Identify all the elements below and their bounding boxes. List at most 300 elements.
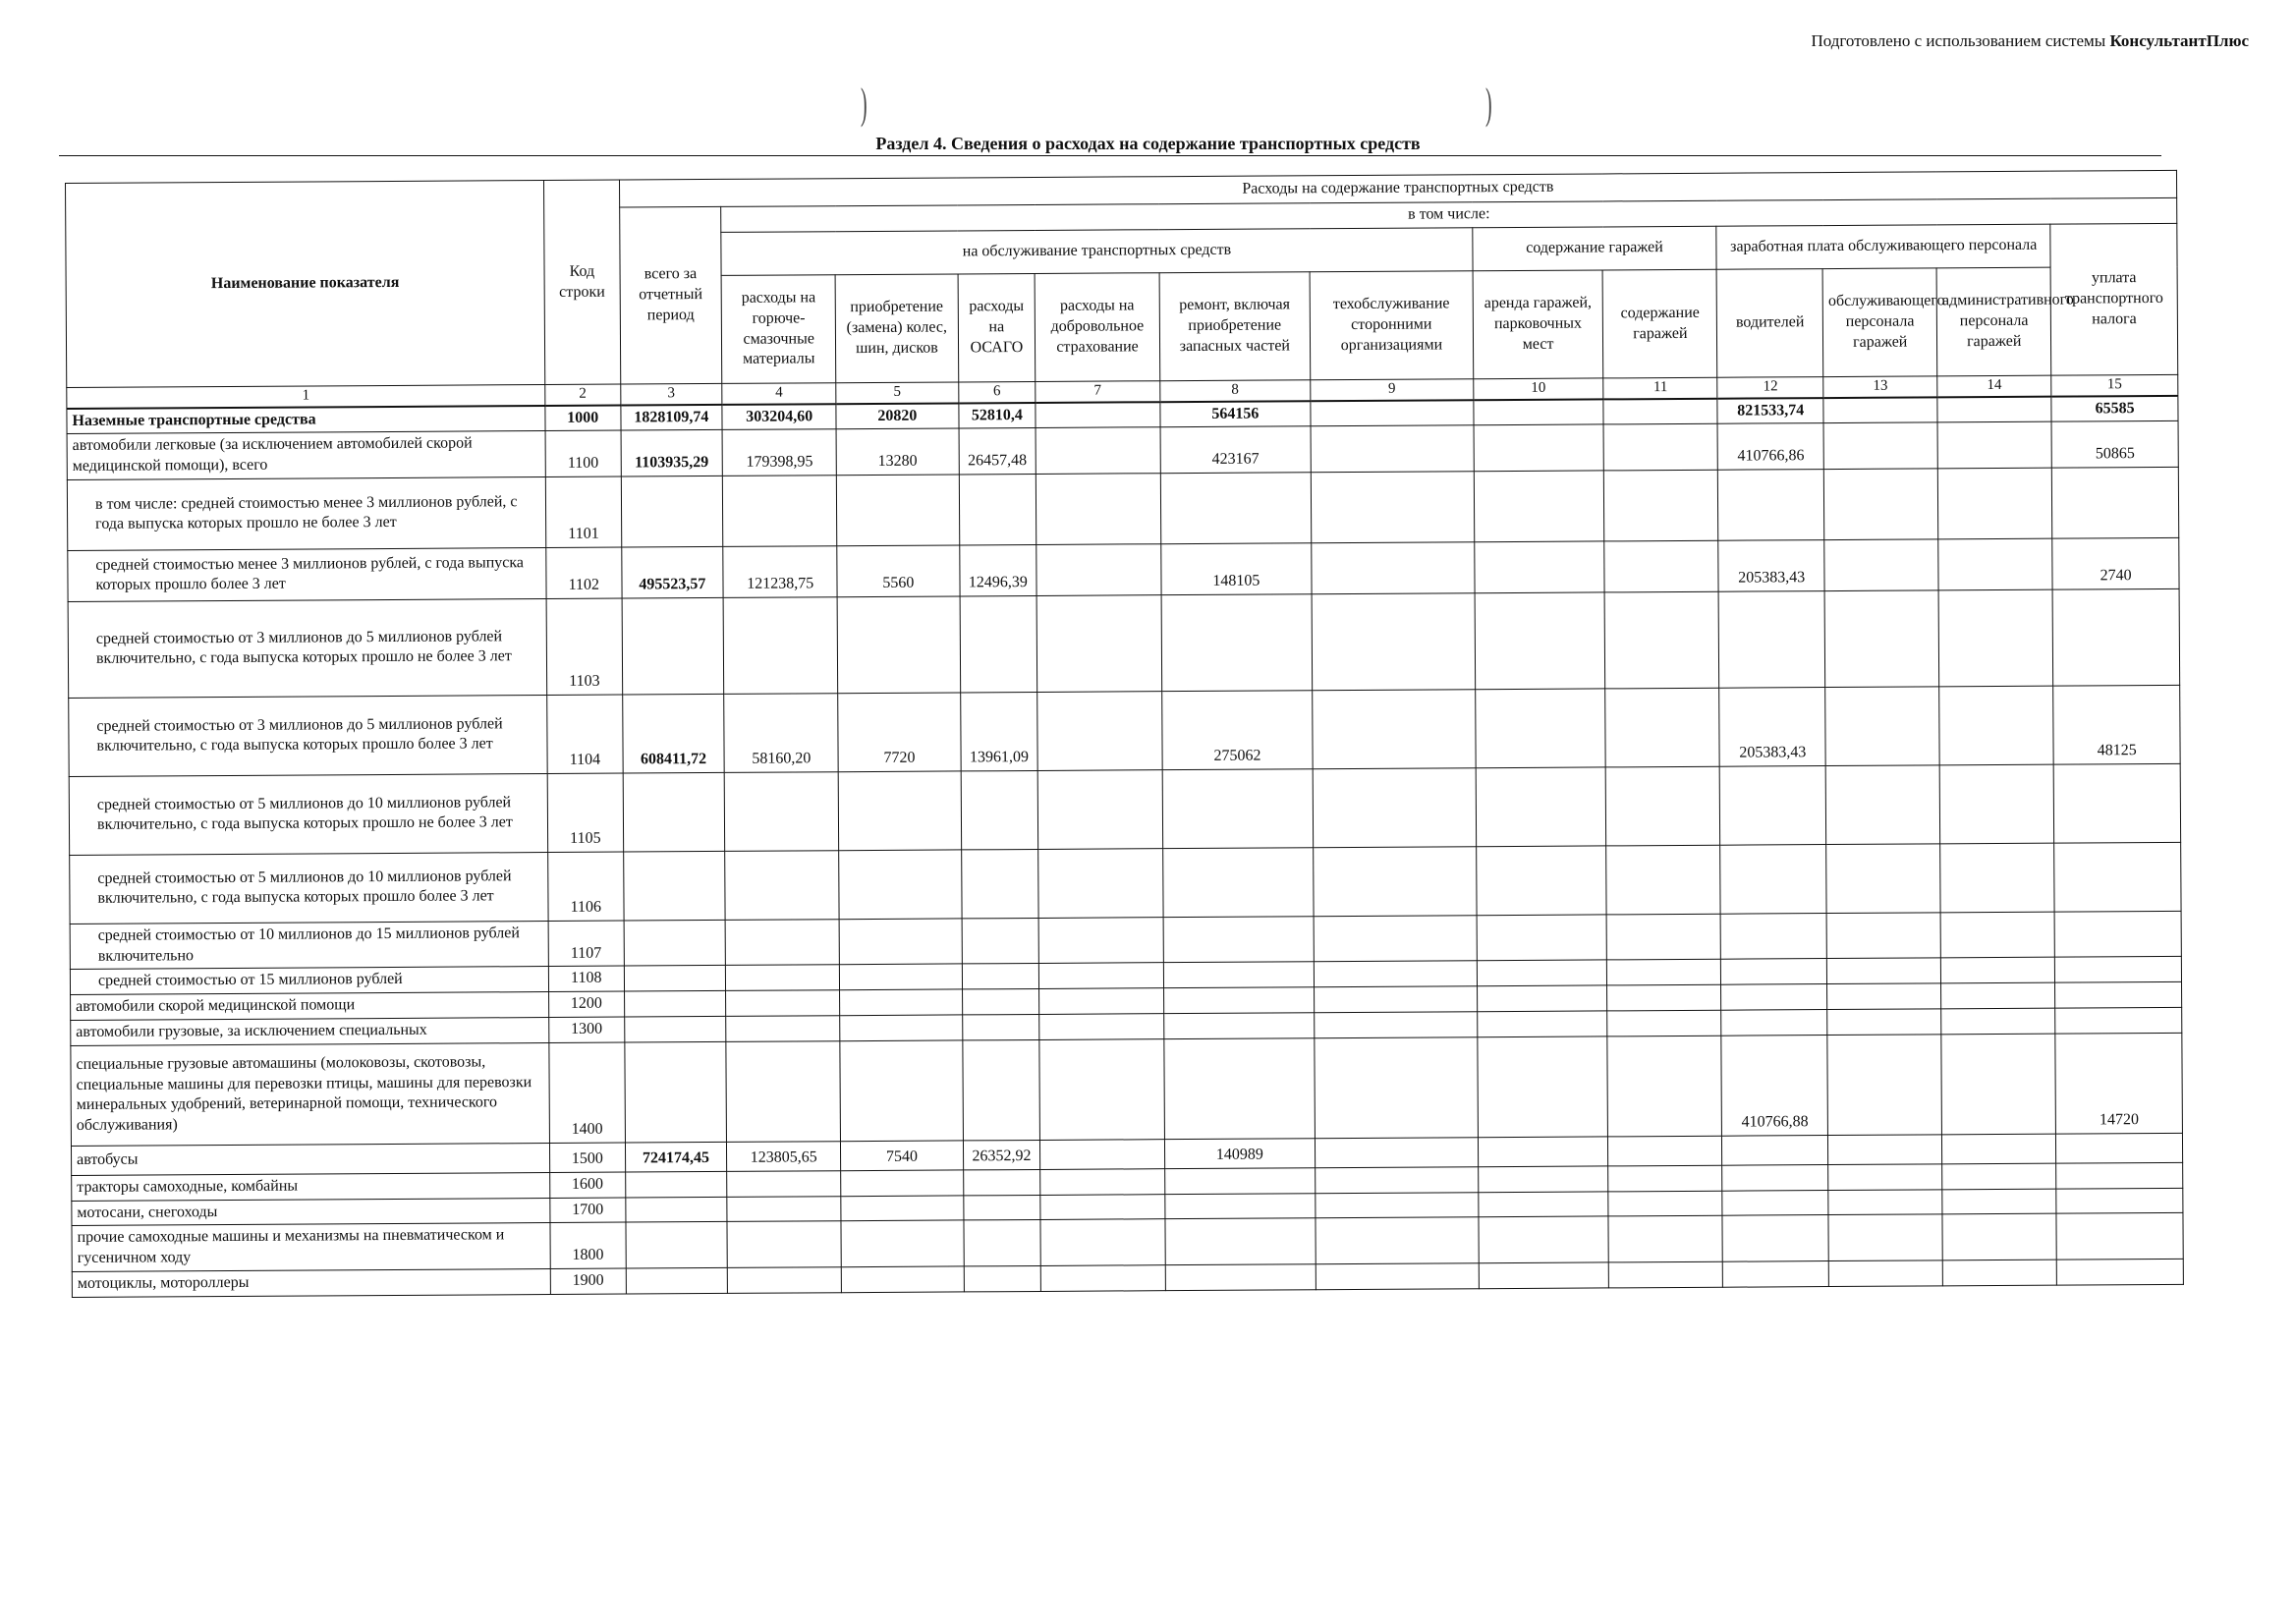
- value-cell-col7: [1040, 1219, 1165, 1265]
- value-cell-col5: [840, 989, 962, 1016]
- value-cell-col8: [1165, 1218, 1316, 1265]
- row-code: 1101: [545, 476, 621, 547]
- value-cell-col5: [840, 1040, 963, 1142]
- value-cell-col3: 724174,45: [625, 1142, 727, 1172]
- value-cell-col13: [1828, 1135, 1942, 1165]
- value-cell-col7: [1040, 1140, 1165, 1170]
- value-cell-col6: [962, 1015, 1039, 1040]
- value-cell-col12: [1718, 590, 1824, 688]
- value-cell-col10: [1475, 592, 1605, 690]
- value-cell-col9: [1313, 768, 1476, 848]
- value-cell-col7: [1038, 918, 1163, 964]
- value-cell-col7: [1036, 474, 1161, 545]
- value-cell-col3: [625, 1171, 727, 1197]
- title-rule: [59, 155, 2161, 156]
- row-name: средней стоимостью от 15 миллионов рублей: [70, 967, 548, 995]
- value-cell-col15: 48125: [2053, 685, 2180, 764]
- value-cell-col4: [725, 851, 839, 921]
- value-cell-col14: [1937, 396, 2051, 422]
- value-cell-col13: [1823, 397, 1937, 423]
- value-cell-col6: 12496,39: [959, 544, 1036, 595]
- value-cell-col4: [723, 476, 837, 547]
- value-cell-col11: [1607, 960, 1721, 986]
- value-cell-col5: [841, 1170, 963, 1197]
- section-title: Раздел 4. Сведения о расходах на содержание транспортных средств: [875, 134, 1421, 153]
- row-name: автобусы: [71, 1143, 549, 1175]
- value-cell-col6: 26457,48: [959, 428, 1036, 475]
- value-cell-col7: [1039, 988, 1164, 1015]
- value-cell-col10: [1477, 915, 1607, 961]
- row-name: средней стоимостью менее 3 миллионов рублей, с года выпуска которых прошло более 3 лет: [68, 547, 546, 601]
- value-cell-col5: 13280: [836, 428, 959, 475]
- value-cell-col14: [1942, 1163, 2056, 1190]
- value-cell-col7: [1037, 692, 1162, 771]
- col-header-total: всего за отчетный период: [619, 206, 722, 384]
- value-cell-col6: [963, 1195, 1040, 1220]
- value-cell-col13: [1824, 590, 1939, 688]
- value-cell-col14: [1942, 1214, 2056, 1260]
- value-cell-col10: [1475, 689, 1605, 768]
- row-code: 1900: [550, 1268, 626, 1294]
- value-cell-col9: [1316, 1217, 1479, 1264]
- value-cell-col8: [1164, 1168, 1315, 1195]
- value-cell-col7: [1041, 1265, 1166, 1292]
- value-cell-col15: [2056, 1162, 2183, 1189]
- value-cell-col5: [840, 1015, 962, 1041]
- value-cell-col4: [727, 1267, 841, 1294]
- col-header-repair: ремонт, включая приобретение запасных частей: [1159, 272, 1311, 381]
- expenses-table-wrapper: [65, 170, 2184, 1298]
- value-cell-col6: [961, 770, 1038, 849]
- value-cell-col6: [964, 1220, 1041, 1266]
- value-cell-col11: [1604, 470, 1718, 541]
- row-code: 1106: [548, 852, 624, 921]
- value-cell-col8: [1161, 594, 1313, 692]
- col-header-maintenance: техобслуживание сторонними организациями: [1310, 271, 1473, 380]
- value-cell-col4: [726, 1016, 840, 1042]
- value-cell-col9: [1316, 1192, 1479, 1218]
- value-cell-col3: [621, 476, 723, 547]
- value-cell-col13: [1825, 687, 1940, 766]
- value-cell-col12: [1721, 959, 1827, 984]
- value-cell-col12: [1723, 1261, 1829, 1287]
- value-cell-col7: [1036, 595, 1161, 693]
- binding-hole-mark-right: ): [1485, 80, 1492, 128]
- col-header-name: Наименование показателя: [66, 181, 545, 388]
- value-cell-col3: [626, 1222, 728, 1268]
- col-header-garage-staff: обслуживающего персонала гаражей: [1822, 268, 1937, 377]
- table-row: [70, 842, 2181, 924]
- value-cell-col12: [1720, 844, 1826, 914]
- value-cell-col7: [1037, 770, 1162, 850]
- col-header-service: на обслуживание транспортных средств: [721, 228, 1473, 276]
- value-cell-col10: [1476, 767, 1606, 847]
- value-cell-col3: [625, 1197, 727, 1222]
- row-name: средней стоимостью от 10 миллионов до 15 миллионов рублей включительно: [70, 921, 548, 970]
- value-cell-col14: [1941, 982, 2055, 1009]
- col-header-tires: приобретение (замена) колес, шин, дисков: [835, 274, 958, 383]
- value-cell-col4: [726, 965, 840, 991]
- value-cell-col10: [1479, 1192, 1609, 1218]
- value-cell-col5: 7540: [841, 1141, 964, 1171]
- row-name: автомобили легковые (за исключением автомобилей скорой медицинской помощи), всего: [67, 431, 545, 480]
- value-cell-col4: [725, 920, 839, 966]
- value-cell-col10: [1479, 1262, 1609, 1289]
- value-cell-col12: 205383,43: [1718, 539, 1824, 591]
- value-cell-col14: [1938, 589, 2053, 687]
- value-cell-col8: [1164, 1193, 1315, 1219]
- table-row: [68, 588, 2180, 698]
- value-cell-col8: [1160, 473, 1312, 544]
- value-cell-col4: 179398,95: [722, 429, 836, 476]
- value-cell-col12: [1722, 1190, 1828, 1215]
- value-cell-col10: [1474, 424, 1604, 471]
- value-cell-col12: [1721, 984, 1827, 1010]
- value-cell-col7: [1036, 402, 1160, 428]
- row-name: мотоциклы, мотороллеры: [72, 1269, 550, 1298]
- value-cell-col4: [727, 1196, 841, 1222]
- value-cell-col11: [1603, 424, 1717, 471]
- value-cell-col5: [839, 850, 962, 920]
- value-cell-col3: [622, 597, 724, 695]
- value-cell-col15: 2740: [2052, 537, 2179, 589]
- value-cell-col9: [1312, 593, 1475, 691]
- row-name: автомобили скорой медицинской помощи: [71, 992, 549, 1021]
- value-cell-col7: [1036, 427, 1160, 474]
- value-cell-col9: [1311, 425, 1474, 473]
- value-cell-col11: [1608, 1191, 1722, 1217]
- value-cell-col8: 140989: [1164, 1139, 1316, 1169]
- value-cell-col8: [1163, 917, 1315, 964]
- consultant-brand: КонсультантПлюс: [2109, 31, 2249, 50]
- value-cell-col14: [1939, 764, 2054, 844]
- value-cell-col8: 564156: [1160, 401, 1311, 427]
- value-cell-col4: 303204,60: [722, 404, 836, 430]
- value-cell-col7: [1038, 849, 1163, 919]
- value-cell-col4: [723, 597, 838, 695]
- value-cell-col10: [1478, 1166, 1608, 1193]
- value-cell-col12: 205383,43: [1719, 687, 1825, 766]
- value-cell-col6: [964, 1266, 1041, 1292]
- value-cell-col3: [624, 920, 726, 966]
- column-number: 10: [1474, 378, 1604, 400]
- value-cell-col10: [1475, 541, 1605, 593]
- col-header-salary: заработная плата обслуживающего персонала: [1716, 224, 2050, 269]
- column-number: 1: [67, 385, 545, 409]
- value-cell-col13: [1827, 1035, 1942, 1136]
- value-cell-col11: [1607, 1036, 1722, 1137]
- value-cell-col12: [1722, 1164, 1828, 1190]
- value-cell-col4: 121238,75: [723, 546, 837, 598]
- column-number: 11: [1603, 377, 1717, 399]
- row-code: 1100: [545, 430, 621, 476]
- col-header-admin-staff: административного персонала гаражей: [1936, 267, 2051, 376]
- row-name: автомобили грузовые, за исключением специальных: [71, 1018, 549, 1046]
- col-header-garage-upkeep: содержание гаражей: [1602, 269, 1717, 378]
- row-code: 1300: [549, 1017, 625, 1042]
- value-cell-col13: [1826, 913, 1940, 959]
- value-cell-col14: [1940, 912, 2054, 958]
- row-code: 1800: [550, 1223, 626, 1269]
- value-cell-col14: [1940, 843, 2054, 913]
- value-cell-col15: [2056, 1133, 2183, 1163]
- row-code: 1105: [547, 773, 623, 852]
- value-cell-col11: [1608, 1165, 1722, 1192]
- value-cell-col5: 5560: [837, 545, 960, 597]
- value-cell-col9: [1315, 986, 1478, 1013]
- value-cell-col11: [1607, 1010, 1721, 1036]
- value-cell-col14: [1937, 421, 2051, 468]
- value-cell-col6: 52810,4: [958, 402, 1036, 428]
- value-cell-col15: 50865: [2051, 421, 2178, 468]
- value-cell-col9: [1315, 1037, 1478, 1139]
- value-cell-col8: [1164, 1038, 1316, 1140]
- consultant-plus-note: [1811, 31, 2249, 51]
- value-cell-col7: [1040, 1194, 1165, 1220]
- value-cell-col14: [1941, 1008, 2055, 1035]
- value-cell-col6: [959, 474, 1036, 544]
- value-cell-col11: [1608, 1216, 1722, 1262]
- value-cell-col11: [1606, 845, 1720, 915]
- value-cell-col3: 1828109,74: [620, 404, 722, 430]
- value-cell-col12: 410766,88: [1721, 1035, 1827, 1136]
- column-number: 7: [1036, 381, 1160, 403]
- table-row: [69, 763, 2180, 855]
- value-cell-col13: [1827, 958, 1941, 984]
- value-cell-col12: 410766,86: [1717, 423, 1823, 470]
- value-cell-col14: [1941, 958, 2055, 984]
- value-cell-col14: [1937, 468, 2051, 539]
- value-cell-col15: [2056, 1213, 2183, 1260]
- value-cell-col14: [1942, 1260, 2056, 1286]
- row-name: тракторы самоходные, комбайны: [72, 1172, 550, 1201]
- value-cell-col12: 821533,74: [1717, 398, 1823, 424]
- column-number: 2: [545, 384, 621, 405]
- row-code: 1600: [550, 1172, 626, 1198]
- value-cell-col9: [1311, 400, 1474, 426]
- value-cell-col4: 58160,20: [724, 694, 839, 773]
- row-code: 1500: [549, 1143, 625, 1172]
- row-code: 1000: [545, 405, 621, 431]
- table-body: [67, 395, 2183, 1297]
- value-cell-col10: [1478, 1137, 1608, 1167]
- col-header-voluntary-insurance: расходы на добровольное страхование: [1035, 273, 1159, 382]
- value-cell-col12: [1720, 765, 1826, 845]
- value-cell-col11: [1609, 1261, 1723, 1288]
- value-cell-col14: [1939, 686, 2054, 765]
- value-cell-col5: [840, 964, 962, 990]
- column-number: 3: [620, 383, 722, 405]
- value-cell-col15: [2052, 588, 2179, 686]
- value-cell-col3: 608411,72: [622, 694, 724, 773]
- value-cell-col5: [841, 1220, 964, 1266]
- value-cell-col8: [1163, 987, 1314, 1014]
- column-number: 4: [722, 383, 836, 405]
- value-cell-col6: 26352,92: [963, 1140, 1040, 1169]
- value-cell-col10: [1479, 1216, 1609, 1262]
- value-cell-col8: [1162, 769, 1314, 849]
- value-cell-col8: 275062: [1161, 691, 1313, 770]
- value-cell-col10: [1478, 1036, 1608, 1138]
- row-name: средней стоимостью от 3 миллионов до 5 миллионов рублей включительно, с года выпуска которых прошло более 3 лет: [69, 695, 547, 776]
- value-cell-col7: [1036, 544, 1161, 596]
- value-cell-col13: [1827, 983, 1941, 1010]
- value-cell-col6: [960, 595, 1037, 692]
- value-cell-col8: [1162, 848, 1314, 918]
- value-cell-col6: [962, 989, 1039, 1015]
- value-cell-col10: [1474, 471, 1604, 542]
- value-cell-col10: [1477, 985, 1607, 1012]
- value-cell-col4: 123805,65: [727, 1142, 841, 1172]
- col-header-fuel: расходы на горюче-смазочные материалы: [721, 275, 836, 384]
- value-cell-col9: [1316, 1263, 1479, 1290]
- value-cell-col4: [726, 990, 840, 1017]
- value-cell-col3: [624, 1016, 726, 1041]
- value-cell-col5: [839, 919, 962, 965]
- row-name: средней стоимостью от 5 миллионов до 10 миллионов рублей включительно, с года выпуска которых прошло более 3 лет: [70, 852, 548, 924]
- value-cell-col9: [1314, 847, 1477, 917]
- row-code: 1700: [550, 1198, 626, 1223]
- value-cell-col4: [727, 1221, 841, 1267]
- row-name: прочие самоходные машины и механизмы на пневматическом и гусеничном ходу: [72, 1223, 550, 1272]
- value-cell-col11: [1607, 984, 1721, 1011]
- value-cell-col6: [962, 1039, 1039, 1140]
- value-cell-col13: [1824, 539, 1938, 591]
- value-cell-col13: [1828, 1190, 1942, 1216]
- consultant-prefix: Подготовлено с использованием системы: [1811, 31, 2110, 50]
- col-header-including: в том числе:: [721, 197, 2177, 232]
- value-cell-col15: [2055, 982, 2182, 1009]
- value-cell-col15: [2054, 911, 2181, 957]
- value-cell-col15: [2056, 1188, 2183, 1214]
- value-cell-col5: [841, 1196, 963, 1222]
- value-cell-col14: [1942, 1189, 2056, 1215]
- col-header-tax: уплата транспортного налога: [2050, 223, 2178, 375]
- value-cell-col7: [1040, 1169, 1165, 1196]
- value-cell-col3: [623, 851, 725, 921]
- value-cell-col5: 7720: [838, 693, 961, 772]
- value-cell-col3: [626, 1267, 728, 1293]
- col-header-drivers: водителей: [1716, 269, 1822, 378]
- value-cell-col9: [1314, 961, 1477, 987]
- value-cell-col4: [726, 1041, 841, 1143]
- value-cell-col15: [2053, 763, 2180, 843]
- value-cell-col6: [962, 964, 1039, 989]
- value-cell-col3: [624, 991, 726, 1017]
- value-cell-col4: [724, 772, 839, 852]
- value-cell-col4: [727, 1171, 841, 1198]
- value-cell-col13: [1828, 1214, 1942, 1260]
- row-code: 1107: [548, 921, 624, 967]
- col-header-garage-rent: аренда гаражей, парковочных мест: [1473, 270, 1603, 379]
- row-code: 1400: [549, 1042, 625, 1143]
- row-name: средней стоимостью от 5 миллионов до 10 миллионов рублей включительно, с года выпуска которых прошло не более 3 лет: [69, 773, 547, 855]
- value-cell-col10: [1476, 846, 1606, 916]
- value-cell-col9: [1315, 1012, 1478, 1038]
- value-cell-col13: [1823, 469, 1937, 540]
- row-name: в том числе: средней стоимостью менее 3 миллионов рублей, с года выпуска которых прошло не более 3 лет: [67, 476, 545, 550]
- value-cell-col15: 65585: [2051, 395, 2178, 421]
- row-name: Наземные транспортные средства: [67, 406, 545, 434]
- value-cell-col12: [1721, 1010, 1827, 1036]
- column-number: 9: [1311, 379, 1474, 401]
- value-cell-col7: [1039, 1014, 1164, 1040]
- value-cell-col11: [1606, 914, 1720, 960]
- value-cell-col10: [1474, 399, 1604, 425]
- value-cell-col3: [624, 966, 726, 991]
- value-cell-col9: [1314, 916, 1477, 963]
- value-cell-col5: [837, 475, 960, 546]
- value-cell-col13: [1825, 765, 1940, 845]
- value-cell-col9: [1313, 690, 1476, 769]
- value-cell-col10: [1477, 1011, 1607, 1037]
- value-cell-col12: [1718, 469, 1824, 540]
- col-header-expenses: Расходы на содержание транспортных средств: [619, 170, 2177, 207]
- column-number: 14: [1937, 375, 2051, 397]
- column-number: 6: [958, 381, 1036, 402]
- value-cell-col9: [1315, 1138, 1478, 1168]
- binding-hole-mark-left: ): [861, 80, 868, 128]
- value-cell-col10: [1477, 960, 1607, 986]
- value-cell-col15: 14720: [2055, 1033, 2182, 1134]
- value-cell-col5: 20820: [836, 403, 958, 429]
- value-cell-col5: [837, 596, 960, 694]
- transport-expenses-table: [65, 170, 2184, 1298]
- value-cell-col3: 495523,57: [621, 546, 723, 598]
- table-row: [69, 685, 2180, 776]
- value-cell-col3: 1103935,29: [621, 430, 723, 476]
- value-cell-col12: [1720, 913, 1826, 959]
- row-name: специальные грузовые автомашины (молоковозы, скотовозы, специальные машины для перевозки птицы, машины для перевозки минеральных удобрений, ветеринарной помощи, технического обслуживания): [71, 1042, 550, 1146]
- row-code: 1102: [546, 547, 622, 598]
- value-cell-col9: [1316, 1167, 1479, 1194]
- value-cell-col15: [2056, 1259, 2183, 1285]
- value-cell-col8: 148105: [1160, 543, 1312, 595]
- column-number: 15: [2051, 374, 2178, 396]
- column-number: 8: [1159, 380, 1310, 402]
- value-cell-col13: [1827, 1009, 1941, 1036]
- column-number: 13: [1823, 376, 1937, 398]
- value-cell-col11: [1606, 766, 1721, 846]
- value-cell-col15: [2055, 957, 2182, 983]
- value-cell-col11: [1603, 398, 1717, 424]
- row-code: 1200: [548, 991, 624, 1017]
- value-cell-col7: [1039, 1039, 1164, 1141]
- value-cell-col14: [1938, 538, 2052, 590]
- column-number: 5: [836, 382, 958, 404]
- col-header-code: Код строки: [543, 180, 620, 384]
- value-cell-col15: [2052, 467, 2179, 538]
- value-cell-col7: [1039, 963, 1164, 989]
- value-cell-col13: [1826, 844, 1940, 914]
- value-cell-col8: 423167: [1160, 426, 1312, 474]
- value-cell-col5: [841, 1266, 963, 1293]
- value-cell-col11: [1608, 1136, 1722, 1166]
- row-code: 1108: [548, 967, 624, 992]
- value-cell-col12: [1722, 1135, 1828, 1165]
- value-cell-col5: [838, 771, 961, 851]
- value-cell-col15: [2055, 1007, 2182, 1034]
- value-cell-col6: [963, 1169, 1040, 1195]
- value-cell-col8: [1165, 1264, 1316, 1291]
- col-header-garages: содержание гаражей: [1473, 226, 1717, 271]
- value-cell-col13: [1828, 1164, 1942, 1191]
- row-name: средней стоимостью от 3 миллионов до 5 миллионов рублей включительно, с года выпуска которых прошло не более 3 лет: [68, 598, 547, 698]
- row-code: 1104: [547, 695, 623, 773]
- row-name: мотосани, снегоходы: [72, 1198, 550, 1226]
- value-cell-col11: [1604, 591, 1719, 689]
- value-cell-col9: [1312, 542, 1475, 594]
